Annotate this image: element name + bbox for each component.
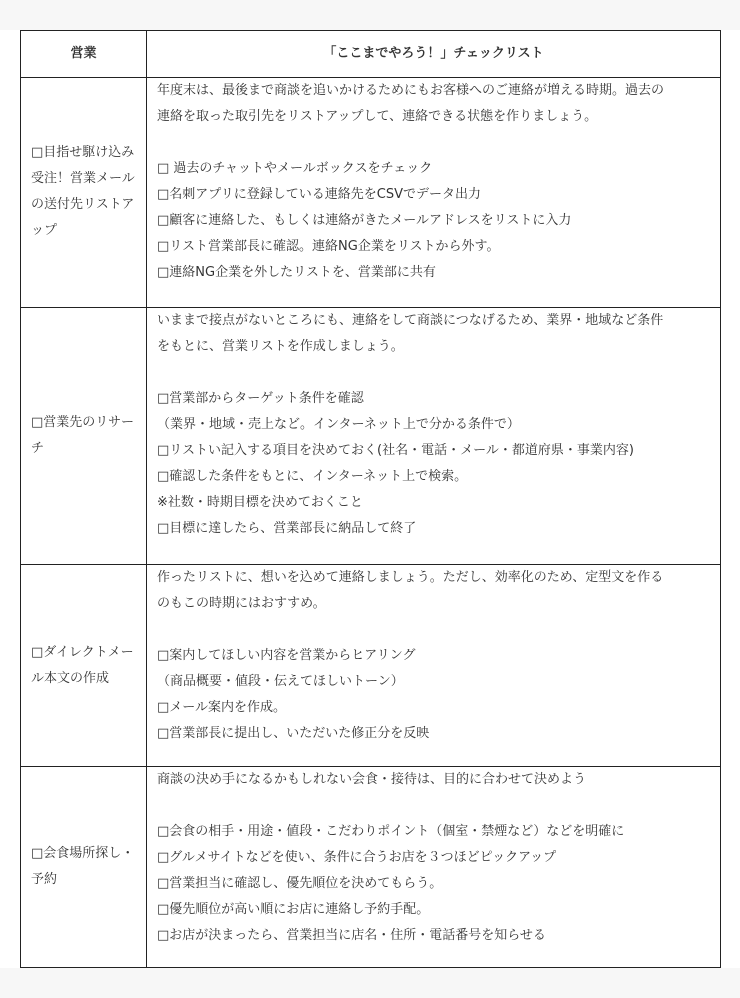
row-detail bbox=[147, 307, 721, 565]
checklist-item: □連絡NG企業を外したリストを、営業部に共有 bbox=[157, 265, 436, 280]
document-page bbox=[0, 30, 740, 968]
intro-text: のもこの時期にはおすすめ。 bbox=[157, 596, 326, 612]
checklist-item: □優先順位が高い順にお店に連絡し予約手配。 bbox=[157, 901, 430, 917]
table-row bbox=[21, 766, 721, 967]
intro-text: 年度末は、最後まで商談を追いかけるためにもお客様へのご連絡が増える時期。過去の bbox=[157, 83, 665, 98]
row-category: □営業先のリサーチ bbox=[21, 307, 147, 565]
table-row bbox=[21, 307, 721, 565]
checklist-item: □営業部からターゲット条件を確認 bbox=[157, 390, 364, 406]
checklist-item: （商品概要・値段・伝えてほしいトーン） bbox=[157, 674, 404, 690]
intro-text: をもとに、営業リストを作成しましょう。 bbox=[157, 338, 404, 354]
checklist-item: □案内してほしい内容を営業からヒアリング bbox=[157, 648, 416, 664]
checklist-item: □営業担当に確認し、優先順位を決めてもらう。 bbox=[157, 875, 443, 891]
table-row bbox=[21, 565, 721, 766]
checklist-item: □名刺アプリに登録している連絡先をCSVでデータ出力 bbox=[157, 187, 481, 202]
checklist-item: □営業部長に提出し、いただいた修正分を反映 bbox=[157, 726, 430, 742]
intro-text: 商談の決め手になるかもしれない会食・接待は、目的に合わせて決めよう bbox=[157, 771, 587, 787]
checklist-item: □ 過去のチャットやメールボックスをチェック bbox=[157, 161, 433, 176]
row-detail bbox=[147, 565, 721, 766]
intro-text: 作ったリストに、想いを込めて連絡しましょう。ただし、効率化のため、定型文を作る bbox=[157, 570, 664, 586]
checklist-item: □メール案内を作成。 bbox=[157, 700, 287, 716]
checklist-table bbox=[20, 30, 721, 968]
table-row bbox=[21, 78, 721, 308]
checklist-item: ※社数・時期目標を決めておくこと bbox=[157, 494, 363, 510]
header-checklist: 「ここまでやろう！」チェックリスト bbox=[147, 31, 721, 78]
row-category: □目指せ駆け込み受注！営業メールの送付先リストアップ bbox=[21, 78, 147, 308]
row-category: □会食場所探し・予約 bbox=[21, 766, 147, 967]
checklist-item: □目標に達したら、営業部長に納品して終了 bbox=[157, 520, 417, 536]
checklist-item: □顧客に連絡した、もしくは連絡がきたメールアドレスをリストに入力 bbox=[157, 213, 572, 228]
row-detail bbox=[147, 766, 721, 967]
intro-text: いままで接点がないところにも、連絡をして商談につなげるため、業界・地域など条件 bbox=[157, 312, 664, 328]
checklist-item: □グルメサイトなどを使い、条件に合うお店を３つほどピックアップ bbox=[157, 849, 557, 865]
row-category: □ダイレクトメール本文の作成 bbox=[21, 565, 147, 766]
row-detail bbox=[147, 78, 721, 308]
checklist-item: □会食の相手・用途・値段・こだわりポイント（個室・禁煙など）などを明確に bbox=[157, 823, 625, 839]
table-header-row bbox=[21, 31, 721, 78]
checklist-item: □お店が決まったら、営業担当に店名・住所・電話番号を知らせる bbox=[157, 927, 546, 943]
checklist-item: □リスト営業部長に確認。連絡NG企業をリストから外す。 bbox=[157, 239, 500, 254]
checklist-item: （業界・地域・売上など。インターネット上で分かる条件で） bbox=[157, 416, 520, 432]
intro-text: 連絡を取った取引先をリストアップして、連絡できる状態を作りましょう。 bbox=[157, 109, 598, 124]
header-category: 営業 bbox=[21, 31, 147, 78]
checklist-item: □リストい記入する項目を決めておく(社名・電話・メール・都道府県・事業内容) bbox=[157, 442, 634, 458]
checklist-item: □確認した条件をもとに、インターネット上で検索。 bbox=[157, 468, 468, 484]
